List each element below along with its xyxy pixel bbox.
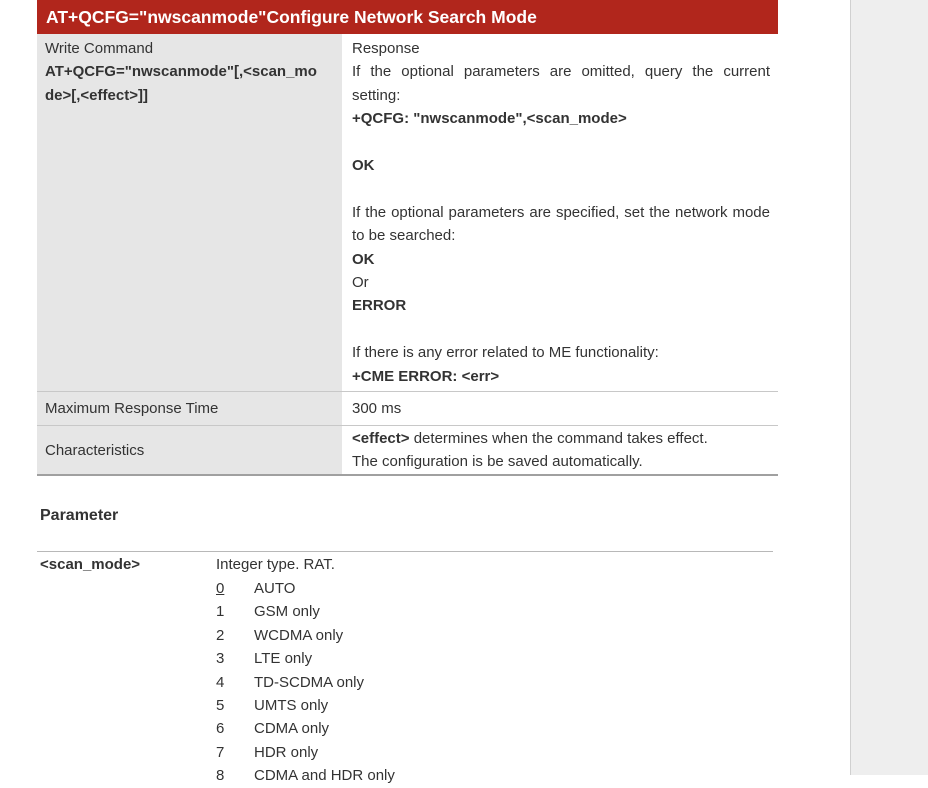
parameter-description: Integer type. RAT.: [216, 556, 335, 573]
effect-description: determines when the command takes effect.: [409, 430, 708, 447]
ok-result-2: OK: [352, 250, 375, 268]
value-label: WCDMA only: [254, 626, 344, 644]
write-command-row: [37, 34, 778, 392]
value-code: 2: [216, 626, 225, 644]
command-table: [37, 0, 778, 476]
parameter-value-row: [216, 764, 395, 787]
max-response-value: 300 ms: [343, 392, 778, 425]
command-title: Configure Network Search Mode: [266, 6, 537, 27]
value-label: LTE only: [254, 650, 313, 668]
value-code: 8: [216, 767, 225, 785]
value-label: AUTO: [254, 580, 296, 597]
saved-description: The configuration is be saved automatically.: [352, 453, 643, 471]
blank-line: [352, 131, 770, 154]
parameter-divider: [37, 551, 773, 552]
blank-line: [352, 318, 770, 341]
value-label: GSM only: [254, 603, 320, 621]
command-name: AT+QCFG="nwscanmode": [46, 6, 267, 27]
effect-tag: <effect>: [352, 430, 410, 447]
parameter-value-row: [216, 694, 395, 717]
value-code: 5: [216, 696, 225, 714]
value-code: 4: [216, 673, 225, 691]
cme-error-result: +CME ERROR: <err>: [352, 367, 500, 385]
max-response-label: Maximum Response Time: [37, 392, 343, 425]
value-code: 3: [216, 650, 225, 668]
value-label: HDR only: [254, 743, 319, 761]
error-result: ERROR: [352, 297, 407, 315]
write-command-cell: [37, 34, 343, 391]
value-label: TD-SCDMA only: [254, 673, 365, 691]
value-code: 6: [216, 720, 225, 738]
parameter-heading: Parameter: [40, 507, 119, 524]
characteristics-label: Characteristics: [37, 426, 343, 474]
command-header: [37, 0, 778, 34]
parameter-value-row: [216, 577, 395, 600]
ok-result-1: OK: [352, 157, 375, 175]
value-code: 1: [216, 603, 225, 621]
write-command-syntax-line2: de>[,<effect>]]: [45, 86, 148, 104]
value-code: 0: [216, 580, 225, 597]
set-description: If the optional parameters are specified, set the network mode to be searched:: [352, 203, 770, 245]
value-label: CDMA and HDR only: [254, 767, 395, 785]
parameter-value-row: [216, 717, 395, 740]
write-response-cell: [343, 34, 778, 391]
parameter-value-row: [216, 600, 395, 623]
query-description: If the optional parameters are omitted, query the current setting:: [352, 63, 770, 104]
characteristics-value: [343, 426, 778, 474]
value-label: UMTS only: [254, 696, 329, 714]
write-command-label: Write Command: [45, 40, 154, 57]
response-label: Response: [352, 40, 420, 57]
max-response-row: [37, 392, 778, 426]
value-code: 7: [216, 743, 225, 761]
parameter-value-row: [216, 624, 395, 647]
blank-line: [352, 177, 770, 200]
query-result: +QCFG: "nwscanmode",<scan_mode>: [352, 110, 627, 128]
or-text: Or: [352, 274, 369, 292]
parameter-value-row: [216, 741, 395, 764]
side-panel: [850, 0, 928, 775]
characteristics-row: [37, 426, 778, 476]
write-command-syntax-line1: AT+QCFG="nwscanmode"[,<scan_mo: [45, 63, 317, 81]
parameter-value-row: [216, 671, 395, 694]
parameter-value-row: [216, 647, 395, 670]
parameter-name: <scan_mode>: [40, 556, 141, 573]
value-label: CDMA only: [254, 720, 330, 738]
me-error-description: If there is any error related to ME functionality:: [352, 344, 659, 362]
parameter-values: [216, 577, 395, 788]
